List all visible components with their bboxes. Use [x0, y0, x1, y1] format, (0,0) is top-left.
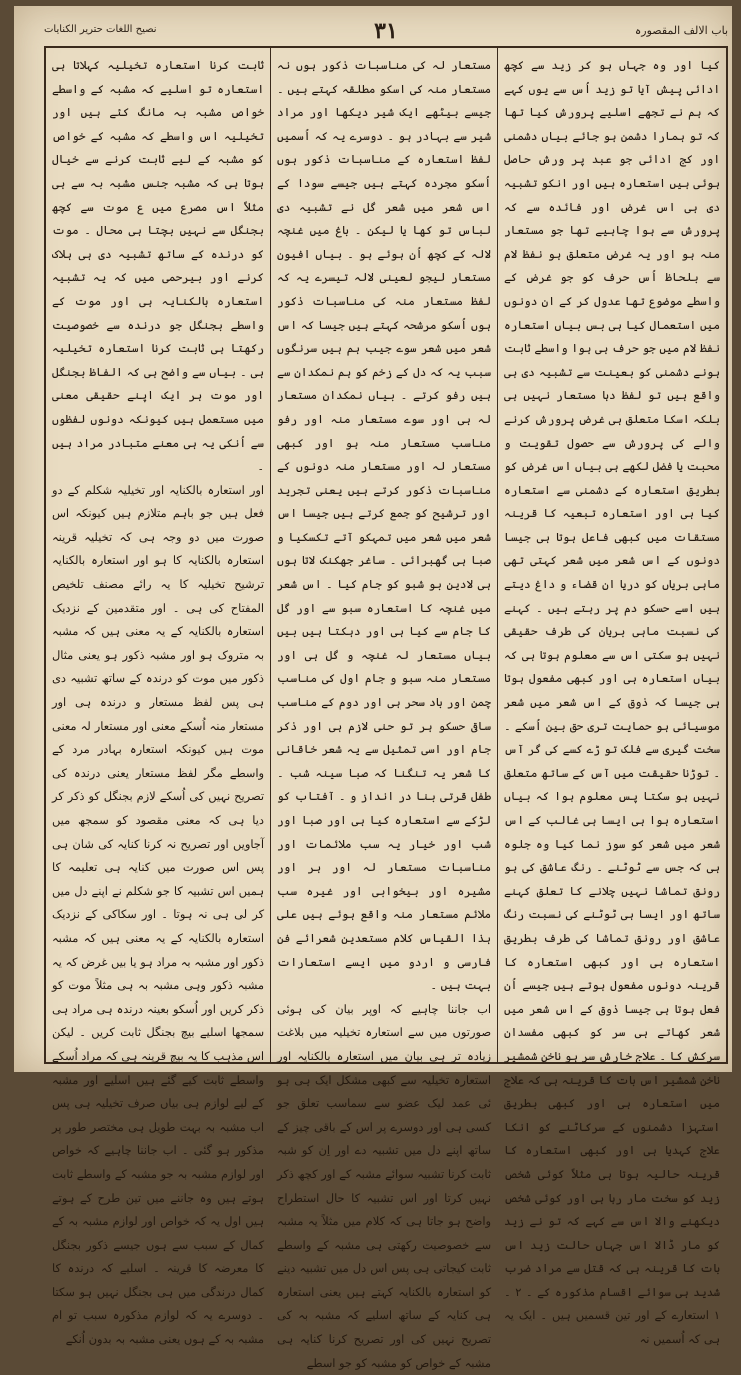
paragraph: ثابت کرنا استعارہ تخیلیہ کہلاتا ہی استعارہ تو اسلیے کہ مشبہ کے واسطے خواص مشبہ بہ مانگ کئے ہیں اور تخیلیہ اس واسطے کہ مشبہ کے خواص کو مشبہ کے لیے ثابت کرنے سے خیال ہوتا ہی کہ مشبہ جنس مشبہ بہ سے ہی مثلاً اس مصرع میں ع موت سے کچھ بجنگل سے نہیں بچتا ہی محال ۔ موت کو درندہ کے ساتھ تشبیہ دی ہی ہلاک کرنے اور بیرحمی میں کہ یہ تشبیہ استعارہ بالکنایہ ہی اور موت کے واسطے بجنگل جو درندہ سے خصوصیت رکھتا ہی ثابت کرنا استعارہ تخیلیہ ہی ۔ بیاں سے واضح ہی کہ الفاظ بجنگل اور موت ہر ایک اپنے حقیقی معنی میں مستعمل ہیں کیونکہ دونوں لفظوں سے اُنکی یہ ہی معنے متبادر مراد ہیں ۔ [52, 58, 264, 474]
page-number: ۳۱ [374, 18, 398, 44]
paragraph: مستعار لہ کی مناسبات ذکور ہوں نہ مستعار منہ کی اسکو مطلقہ کہتے ہیں ۔ جیسے بیٹھے ایک شیر دیکھا اور مراد شیر سے بہادر ہو ۔ دوسرے یہ کہ اُسمیں لفظ استعارہ کے مناسبات ذکور ہوں اُسکو مجردہ کہتے ہیں جیسے سودا کے اس شعر میں شعر گل نے تشبیہ دی لباس تو کھا یا لیکن ۔ باغ میں غنچہ لالہ کے کچھ اُن ہوئے ہو ۔ بیاں افیون مستعار لیجو لعینی لالہ تیسرے یہ کہ لفظ مستعار منہ کی مناسبات ذکور ہوں اُسکو مرشحہ کہتے ہیں جیسا کہ اس شعر میں شعر سوے جیب ہم ہیں سرنگوں سبب یہ کہ دل کے زخم کو ہم نمکدان سے ہیں رفو کرتے ۔ بیاں نمکدان مستعار لہ ہی اور سوے مستعار منہ اور رفو مناسب مستعار منہ ہو اور کبھی مستعار لہ اور مستعار منہ دونوں کے مناسبات ذکور کرتے ہیں یعنی تجرید اور ترشیح کو جمع کرتے ہیں جیسا اس شعر میں شعر میں تمہکو آتے تکسکیا و صبا ہی گھبرائی ۔ ساغر جھکنک لاتا ہوں ہی لادین بو شبو کو جام کیا ۔ اس شعر میں غنچہ کا استعارہ سبو سے اور گل کا جام سے کیا ہی اور دہکتا ہیں بیں بیاں مستعار لہ غنچہ و گل ہی اور مستعار منہ سبو و جام اول کی مناسب چمن اور باد سحر ہی اور دوم کے مناسب ساقی حسکو ہر تو حنی لازم ہی اور ذکر جام اور اسی تمثیل سے یہ شعر خاقانی کا شعر یہ تنگنا کہ صبا سینہ شب ۔ طفل قرتی بنا در انداز و ۔ آفتاب کو لڑکے سے استعارہ کیا ہی اور صبا اور شب اور خیار یہ سب ملائمات اور مناسبات مستعار لہ اور ہر اور مشیرہ اور بیخوابی اور غیرہ سب ملائم مستعار منہ واقع ہوئے ہیں علی ہذا القیاس کلام مستعدین شعرائے فن فارسی و اردو میں ایسے استعارات بہت ہیں ۔ [277, 58, 491, 993]
column-middle [270, 48, 498, 1370]
section-title: باب الالف المقصورہ [634, 24, 728, 37]
column-left [46, 48, 270, 1347]
column-right [498, 48, 726, 1347]
paragraph: اب جاننا چاہیے کہ اوپر بیان کی ہوئی صورتوں میں سے استعارہ تخیلیہ میں بلاغت زیادہ تر ہی بیان میں استعارہ بالکنایہ اور استعارہ تخیلیہ سے کبھی مشکل ایک ہی ہو ئی عمد لیک عضو سے سماسب تعلق جو کسی ہی اور دوسرے پر اس کے باقی چیز کے ساتھ اپنے دل میں تشبیہ دے اور اِن کو شبہ ثابت کرنا تشبیہ سوائے مشبہ کے اور کچھ ذکر نہیں کرتا اور اس تشبیہ کا حال استطراح واضح ہو جاتا ہی کہ کلام میں مثلاً یہ مشبہ سے خصوصیت رکھتی ہی مشبہ کے واسطے ثابت کیجاتی ہی پس اس دل میں تشبیہ دینے کو استعارہ بالکنایہ کہتے ہیں یعنی استعارہ ہی کنایہ کے ساتھ اسلیے کہ مشبہ بہ کی تصریح نہیں کی اور تصریح کرنا کنایہ ہی مشبہ کے خواص کو مشبہ کو جو اسطے [277, 1001, 491, 1370]
text-frame [44, 46, 728, 1370]
paragraph: اور استعارہ بالکنایہ اور تخیلیہ شکلم کے دو فعل ہیں جو باہم متلازم ہیں کیونکہ اس صورت میں دو وجہ ہی کہ تخیلیہ قرینہ استعارہ بالکنایہ کا ہو اور استعارہ بالکنایہ ترشیح تخیلیہ کا یہ رائے مصنف تلخیص المفتاح کی ہی ۔ اور متقدمین کے نزدیک استعارہ بالکنایہ کے یہ معنی ہیں کہ مشبہ بہ متروک ہو اور مشبہ ذکور ہو یعنی مثال ذکور میں موت کو درندہ کے ساتھ تشبیہ دی ہی پس لفظ مستعار و درندہ ہی اور مستعار منہ اُسکے معنی اور مستعار لہ معنی موت ہیں کیونکہ استعارہ بہادر مرد کے واسطے مگر لفظ مستعار یعنی درندہ کی تصریح نہیں کی اُسکے لازم بجنگل کو ذکر کر دیا ہی کہ معنی مقصود کو سمجھ میں آجاویں اور تصریح نہ کرنا کنایہ کی شان ہی پس اس صورت میں کنایہ ہی تعلیمہ کا ہمیں اس تشبیہ کا جو شکلم نے اپنے دل میں کر لی ہی نہ ہوتا ۔ اور سکاکی کے نزدیک استعارہ بالکنایہ کے یہ معنی ہیں کہ مشبہ ذکور اور مشبہ بہ مراد ہو یا بیں غرض کہ یہ مشبہ ذکور وہی مشبہ بہ ہی مثلاً موت کو ذکر کریں اور اُسکو بعینہ درندہ ہی مراد ہی سمجھا اسلیے بیچ بجنگل ثابت کریں ۔ لیکن اس مذہب کا یہ بیچ قرینہ ہی کہ مراد اُسکے واسطے ثابت کیے گئے ہیں اسلیے اور مشبہ کے لیے لوازم ہی بیاں صرف تخیلیہ ہی پس اب مشبہ بہ بہت طویل ہی مختصر طور پر مذکور ہو گئی ۔ اب جاننا چاہیے کہ خواص اور لوازم مشبہ بہ جو مشبہ کے واسطے ثابت ہوتے ہیں وہ جاننے میں تین طرح کے ہوتے ہیں اول یہ کہ خواص اور لوازم مشبہ بہ کے کمال کے سبب سے ہوں جیسے ذکور بجنگل کا معرضہ کا قرینہ ۔ اسلیے کہ درندہ کا کمال درندگی میں ہی بجنگل نہیں ہو سکتا ۔ دوسرے یہ کہ لوازم مذکورہ سبب تو ام مشبہ بہ کے ہوں یعنی مشبہ بہ بدون اُنکے [52, 482, 264, 1347]
running-title: نصیح اللغات حتریر الکنایات [44, 24, 157, 35]
page-header [44, 20, 728, 44]
paragraph: کیا اور وہ جہاں ہو کر زید سے کچھ ادائی پیش آیا تو زید اُس سے یوں کہے کہ ہم نے تجھے اسلیے پرورش کیا تھا کہ تو ہمارا دشمن ہو جائے بیاں دشمنی اور کج ادائی جو عبد پر ورش حاصل ہوئی ہیں استعارہ ہیں اور انکو تشبیہ دی ہی اس غرض اور فائدہ سے کہ پرورش سے ہوا چاہیے تھا جو مستعار منہ ہو اور یہ غرض متعلق ہو نفظ لام سے بلحاظ اُس حرف کو جو غرض کے واسطے موضوع تھا عدول کر کے ان دونوں میں استعمال کیا ہی بس بیاں استعارہ نفظ لام میں جو حرف ہی ہوا واسطے ثابت ہونے دشمنی کو بعینت سے تشبیہ دی ہی واقع ہیں تو لفظ دہا مستعار نہیں ہی بلکہ اسکا متعلق ہی غرض پرورش کرنے والے کی پرورش سے حصول تقویت و محبت یا فضل لکھے ہی بیاں اس غرض کو بطریق استعارہ کے دشمنی سے استعارہ کیا ہی اور استعارہ تبعیہ کا قرینہ مستقات میں کبھی فاعل ہوتا ہی جیسا دونوں کے اس شعر میں شعر کہتی تھی ماہی بریاں کو دریا ان قضاء و داغ دیتے ہیں اسے حسکو دم پر رہتے ہیں ۔ کہنے کی نسبت ماہی بریان کی طرف حقیقی نہیں ہو سکتی اس سے معلوم ہوتا ہی کہ بیاں استعارہ ہی اور کبھی مفعول ہوتا ہی جیسا کہ ذوق کے اس شعر میں شعر موسیائی ہو حمایت تری حق بین اُسکے ۔ سخت گیری سے فلک تو ڑے کسے کی گر آس ۔ توڑنا حقیقت میں آس کے ساتھ متعلق نہیں ہو سکتا پس معلوم ہوا کہ بیاں استعارہ ہوا ہی ایسا ہی غالب کے اس شعر میں شعر کو سوز نما کیا وہ جلوہ ہی کہ جس سے ٹوٹنے ۔ رنگ عاشق کی ہو رونق تماشا نہیں چلانے کا تعلق کہنے ساتھ اور ایسا ہی ٹوٹنے کی نسبت رنگ عاشق اور رونق تماشا کی طرف بطریق استعارہ ہی اور کبھی استعارہ کا قرینہ دونوں مفعول ہوتے ہیں جیسے اُن فعل ہوتا ہی جیسا ذوق کے اس شعر میں شعر کھاتے ہی سر کو کبھی مفسدان سرکش کا ۔ علاج خارش سر ہو ناخن شمشیر ناخن شمشیر اس بات کا قرینہ ہی کہ علاج میں استعارہ ہی اور کبھی بطریق استہزا دشمنوں کے سرکاٹنے کو انکا علاج کہدیا ہی اور کبھی استعارہ کا قرینہ حالیہ ہوتا ہی مثلاً کوئی شخص زید کو سخت مار رہا ہی اور کوئی شخص دیکھنے والا اس سے کہے کہ تو نے زید کو مار ڈالا اس جہاں حالت زید اس بات کا قرینہ ہی کہ قتل سے مراد ضرب شدید ہی سوائے اقسام مذکورہ کے ۔ ۲ ۔ ۱ استعارے کے اور تین قسمیں ہیں ۔ ایک یہ ہی کہ اُسمیں نہ [504, 58, 720, 1347]
scanned-page [14, 6, 732, 1370]
